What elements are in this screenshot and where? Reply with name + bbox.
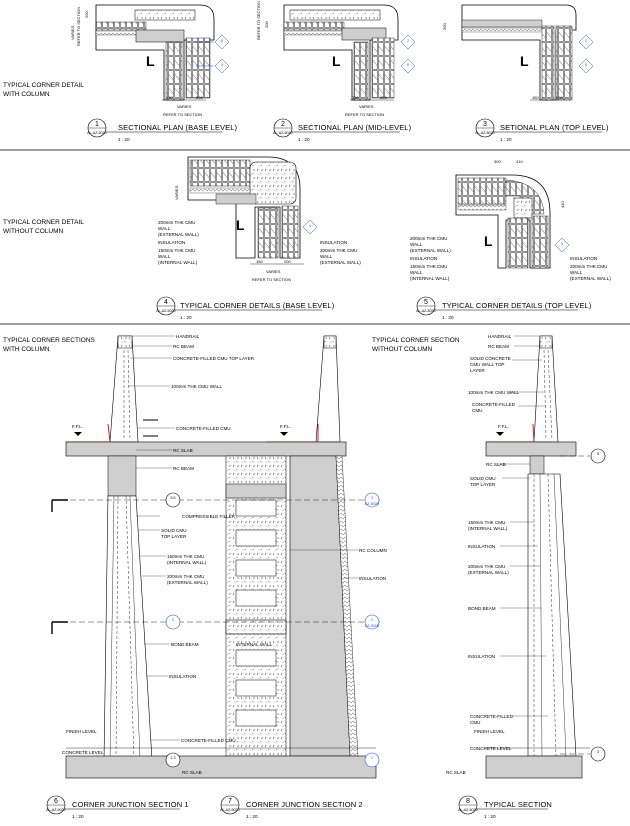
svg-text:100mm THK CMU WALL: 100mm THK CMU WALL (468, 390, 520, 395)
title-5: TYPICAL CORNER DETAILS (TOP LEVEL) (442, 301, 592, 310)
svg-text:BOND BEAM: BOND BEAM (171, 642, 199, 647)
svg-text:RC COLUMN: RC COLUMN (359, 548, 387, 553)
svg-text:HANDRAIL: HANDRAIL (176, 334, 200, 339)
title-block-2 (273, 119, 411, 142)
svg-text:1 : 20: 1 : 20 (484, 814, 496, 819)
dim-varies: VARIES (359, 104, 374, 109)
svg-text:CONCRETE LEVEL: CONCRETE LEVEL (470, 746, 512, 751)
svg-text:1 : 20: 1 : 20 (442, 315, 454, 320)
svg-text:6: 6 (221, 39, 223, 43)
dim-150: 150 (532, 95, 539, 100)
svg-text:1: 1 (95, 121, 99, 128)
dim-200: 200 (84, 11, 89, 18)
dim-150: 150 (352, 95, 359, 100)
svg-text:TOP LAYER: TOP LAYER (470, 482, 496, 487)
note-sections-with-column-1: TYPICAL CORNER SECTIONS (3, 337, 95, 344)
dim-150: 150 (166, 95, 173, 100)
svg-text:1 : 20: 1 : 20 (246, 814, 258, 819)
svg-text:RC BEAM: RC BEAM (173, 344, 194, 349)
svg-text:(EXTERNAL WALL): (EXTERNAL WALL) (570, 276, 611, 281)
svg-text:3: 3 (483, 121, 487, 128)
dim-200: 200 (264, 21, 269, 28)
svg-text:4: 4 (309, 224, 311, 228)
svg-text:2: 2 (407, 39, 409, 43)
title-block-3 (475, 119, 609, 142)
svg-text:(INTERNAL WALL): (INTERNAL WALL) (167, 560, 207, 565)
svg-text:150mm THK CMU: 150mm THK CMU (410, 264, 448, 269)
svg-text:150: 150 (256, 259, 263, 264)
svg-text:(INTERNAL WALL): (INTERNAL WALL) (158, 260, 198, 265)
svg-text:6: 6 (407, 63, 409, 67)
svg-text:F.F.L.: F.F.L. (72, 424, 83, 429)
dim-varies: VARIES (177, 104, 192, 109)
svg-text:(INTERNAL WALL): (INTERNAL WALL) (468, 526, 508, 531)
svg-text:INSULATION: INSULATION (158, 240, 186, 245)
svg-text:5: 5 (424, 299, 428, 306)
note-without-column-1: TYPICAL CORNER DETAIL (3, 219, 84, 226)
plan-5-top (410, 159, 611, 281)
svg-text:RC SLAB: RC SLAB (182, 770, 202, 775)
title-8: TYPICAL SECTION (484, 800, 552, 809)
note-sections-with-column-2: WITH COLUMN (3, 346, 50, 353)
svg-text:VARIES: VARIES (174, 185, 179, 200)
svg-text:2: 2 (281, 121, 285, 128)
svg-text:2: 2 (585, 39, 587, 43)
svg-text:200mm THK CMU: 200mm THK CMU (570, 264, 608, 269)
svg-text:WALL: WALL (410, 270, 423, 275)
svg-text:(EXTERNAL WALL): (EXTERNAL WALL) (167, 580, 208, 585)
svg-text:CONCRETE-FILLED CMU: CONCRETE-FILLED CMU (176, 426, 231, 431)
svg-text:INSULATION: INSULATION (359, 576, 387, 581)
svg-text:INSULATION: INSULATION (468, 654, 496, 659)
svg-text:2: 2 (172, 618, 174, 622)
dim-200: 200 (380, 95, 387, 100)
note-section-without-column-2: WITHOUT COLUMN (372, 346, 433, 353)
svg-text:FINISH LEVEL: FINISH LEVEL (474, 729, 505, 734)
dim-200: 200 (442, 23, 447, 30)
svg-text:(EXTERNAL WALL): (EXTERNAL WALL) (410, 248, 451, 253)
note-without-column-2: WITHOUT COLUMN (3, 228, 64, 235)
dim-refer: REFER TO SECTION (163, 112, 202, 117)
svg-text:410: 410 (516, 159, 523, 164)
svg-text:LAYER: LAYER (470, 368, 485, 373)
l-mark: L (484, 233, 493, 249)
note-section-without-column-1: TYPICAL CORNER SECTION (372, 337, 460, 344)
svg-text:1 : 20: 1 : 20 (500, 137, 512, 142)
callout-8-lower (591, 747, 605, 761)
dim-refer: REFER TO SECTION (76, 7, 81, 46)
title-1: SECTIONAL PLAN (BASE LEVEL) (118, 123, 238, 132)
svg-text:AL-AZ-502E: AL-AZ-502E (475, 131, 495, 135)
plan-1-base-level (70, 5, 229, 117)
callout-2-lower (401, 59, 415, 73)
svg-text:SOLID CMU: SOLID CMU (161, 528, 187, 533)
svg-text:410: 410 (560, 201, 565, 208)
dim-refer: REFER TO SECTION (345, 112, 384, 117)
svg-text:WALL: WALL (570, 270, 583, 275)
callout-2-upper (401, 35, 415, 49)
dim-refer: REFER TO SECTION (256, 1, 261, 40)
callout-8-upper (591, 449, 605, 463)
svg-text:5: 5 (561, 242, 563, 246)
svg-text:INSULATION: INSULATION (320, 240, 348, 245)
svg-text:5.5: 5.5 (170, 496, 176, 500)
callout-blue-4 (365, 753, 379, 767)
svg-text:AL-AZ-502E: AL-AZ-502E (46, 808, 66, 812)
svg-text:TOP LAYER: TOP LAYER (161, 534, 187, 539)
l-mark: L (332, 53, 341, 69)
svg-text:CMU: CMU (472, 408, 483, 413)
section-8 (446, 334, 605, 778)
svg-text:AL-AZ-502E: AL-AZ-502E (156, 309, 176, 313)
svg-text:200mm THK CMU: 200mm THK CMU (320, 248, 358, 253)
svg-text:REFER TO SECTION: REFER TO SECTION (252, 277, 291, 282)
callout-section-1-3 (166, 753, 180, 767)
note-with-column-1: TYPICAL CORNER DETAIL (3, 82, 84, 89)
svg-text:INTERNAL WALL: INTERNAL WALL (236, 642, 273, 647)
svg-text:CMU WALL TOP: CMU WALL TOP (470, 362, 505, 367)
l-mark: L (146, 53, 155, 69)
title-block-4 (156, 297, 335, 320)
plan-3-top-level (442, 5, 593, 100)
svg-text:5: 5 (597, 452, 599, 456)
svg-text:1 : 20: 1 : 20 (180, 315, 192, 320)
svg-text:AZ-502E: AZ-502E (364, 502, 380, 506)
svg-text:200mm THK CMU: 200mm THK CMU (167, 574, 205, 579)
section-6-7 (52, 334, 387, 778)
svg-text:1 : 20: 1 : 20 (118, 137, 130, 142)
title-2: SECTIONAL PLAN (MID-LEVEL) (298, 123, 412, 132)
title-4: TYPICAL CORNER DETAILS (BASE LEVEL) (180, 301, 335, 310)
callout-blue-1 (166, 615, 180, 629)
svg-text:1: 1 (371, 756, 373, 760)
title-7: CORNER JUNCTION SECTION 2 (246, 800, 363, 809)
svg-text:SOLID CONCRETE: SOLID CONCRETE (470, 356, 511, 361)
svg-text:(EXTERNAL WALL): (EXTERNAL WALL) (320, 260, 361, 265)
svg-text:SOLID CMU: SOLID CMU (470, 476, 496, 481)
plan-2-mid-level (256, 1, 415, 117)
svg-text:6: 6 (54, 798, 58, 805)
svg-text:CONCRETE-FILLED CMU TOP LAYER: CONCRETE-FILLED CMU TOP LAYER (173, 356, 255, 361)
svg-text:AL-AZ-502E: AL-AZ-502E (273, 131, 293, 135)
callout-blue-2 (365, 493, 380, 507)
dim-varies: VARIES (70, 25, 75, 40)
svg-text:HANDRAIL: HANDRAIL (488, 334, 512, 339)
svg-text:WALL: WALL (158, 226, 171, 231)
svg-text:INSULATION: INSULATION (468, 544, 496, 549)
svg-text:AL-AZ-502E: AL-AZ-502E (87, 131, 107, 135)
svg-text:(INTERNAL WALL): (INTERNAL WALL) (410, 276, 450, 281)
callout-3-upper (579, 35, 593, 49)
svg-text:F.F.L.: F.F.L. (280, 424, 291, 429)
callout-3-lower (579, 59, 593, 73)
svg-text:WALL: WALL (320, 254, 333, 259)
svg-text:RC SLAB: RC SLAB (446, 770, 466, 775)
title-block-7 (220, 796, 363, 819)
svg-text:RC SLAB: RC SLAB (173, 448, 193, 453)
svg-text:CONCRETE LEVEL: CONCRETE LEVEL (62, 750, 104, 755)
svg-text:AL-AZ-502E: AL-AZ-502E (416, 309, 436, 313)
svg-text:RC BEAM: RC BEAM (488, 344, 509, 349)
svg-text:CONCRETE-FILLED: CONCRETE-FILLED (470, 714, 513, 719)
svg-text:2: 2 (371, 618, 373, 622)
svg-text:4: 4 (164, 299, 168, 306)
svg-text:6: 6 (585, 63, 587, 67)
svg-text:200mm THK CMU: 200mm THK CMU (158, 220, 196, 225)
svg-text:INSULATION: INSULATION (410, 256, 438, 261)
svg-text:F.F.L.: F.F.L. (498, 424, 509, 429)
svg-text:INSULATION: INSULATION (570, 256, 598, 261)
svg-text:WALL: WALL (158, 254, 171, 259)
callout-5 (555, 238, 569, 252)
svg-text:3: 3 (597, 750, 599, 754)
title-block-5 (416, 297, 592, 320)
svg-text:RC SLAB: RC SLAB (486, 462, 506, 467)
callout-section-5-5 (166, 493, 180, 507)
svg-text:5: 5 (221, 63, 223, 67)
svg-text:(EXTERNAL WALL): (EXTERNAL WALL) (158, 232, 199, 237)
svg-text:CONCRETE-FILLED CMU: CONCRETE-FILLED CMU (181, 738, 236, 743)
callout-4 (303, 220, 317, 234)
svg-text:200mm THK CMU: 200mm THK CMU (410, 236, 448, 241)
title-3: SETIONAL PLAN (TOP LEVEL) (500, 123, 609, 132)
title-block-1 (87, 119, 237, 142)
svg-text:100mm THK CMU WALL: 100mm THK CMU WALL (171, 384, 223, 389)
svg-text:1 : 20: 1 : 20 (72, 814, 84, 819)
svg-text:150mm THK CMU: 150mm THK CMU (468, 520, 506, 525)
svg-text:INSULATION: INSULATION (169, 674, 197, 679)
plan-4-base (158, 157, 361, 282)
svg-text:AL-AZ-502E: AL-AZ-502E (220, 808, 240, 812)
callout-blue-3 (365, 615, 380, 629)
svg-text:200: 200 (284, 259, 291, 264)
svg-text:AZ-502E: AZ-502E (364, 624, 380, 628)
svg-text:AL-AZ-502E: AL-AZ-502E (458, 808, 478, 812)
svg-text:FINISH LEVEL: FINISH LEVEL (66, 729, 97, 734)
title-6: CORNER JUNCTION SECTION 1 (72, 800, 189, 809)
l-mark: L (520, 53, 529, 69)
svg-text:COMPRESSIBLE FILLER: COMPRESSIBLE FILLER (182, 514, 236, 519)
svg-text:BOND BEAM: BOND BEAM (468, 606, 496, 611)
svg-text:CONCRETE-FILLED: CONCRETE-FILLED (472, 402, 515, 407)
title-block-6 (46, 796, 189, 819)
svg-text:1.3: 1.3 (170, 756, 176, 760)
svg-text:150mm THK CMU: 150mm THK CMU (167, 554, 205, 559)
svg-text:(EXTERNAL WALL): (EXTERNAL WALL) (468, 570, 509, 575)
svg-text:300: 300 (494, 159, 501, 164)
l-mark: L (236, 217, 245, 233)
svg-text:150mm THK CMU: 150mm THK CMU (158, 248, 196, 253)
dim-200: 200 (196, 95, 203, 100)
svg-text:3: 3 (371, 496, 373, 500)
svg-text:CMU: CMU (470, 720, 481, 725)
note-with-column-2: WITH COLUMN (3, 91, 50, 98)
dim-200: 200 (556, 95, 563, 100)
svg-text:8: 8 (466, 798, 470, 805)
svg-text:VARIES: VARIES (266, 269, 281, 274)
title-block-8 (458, 796, 552, 819)
svg-text:RC BEAM: RC BEAM (173, 466, 194, 471)
svg-text:1 : 20: 1 : 20 (298, 137, 310, 142)
svg-text:WALL: WALL (410, 242, 423, 247)
svg-text:200mm THK CMU: 200mm THK CMU (468, 564, 506, 569)
svg-text:7: 7 (228, 798, 232, 805)
